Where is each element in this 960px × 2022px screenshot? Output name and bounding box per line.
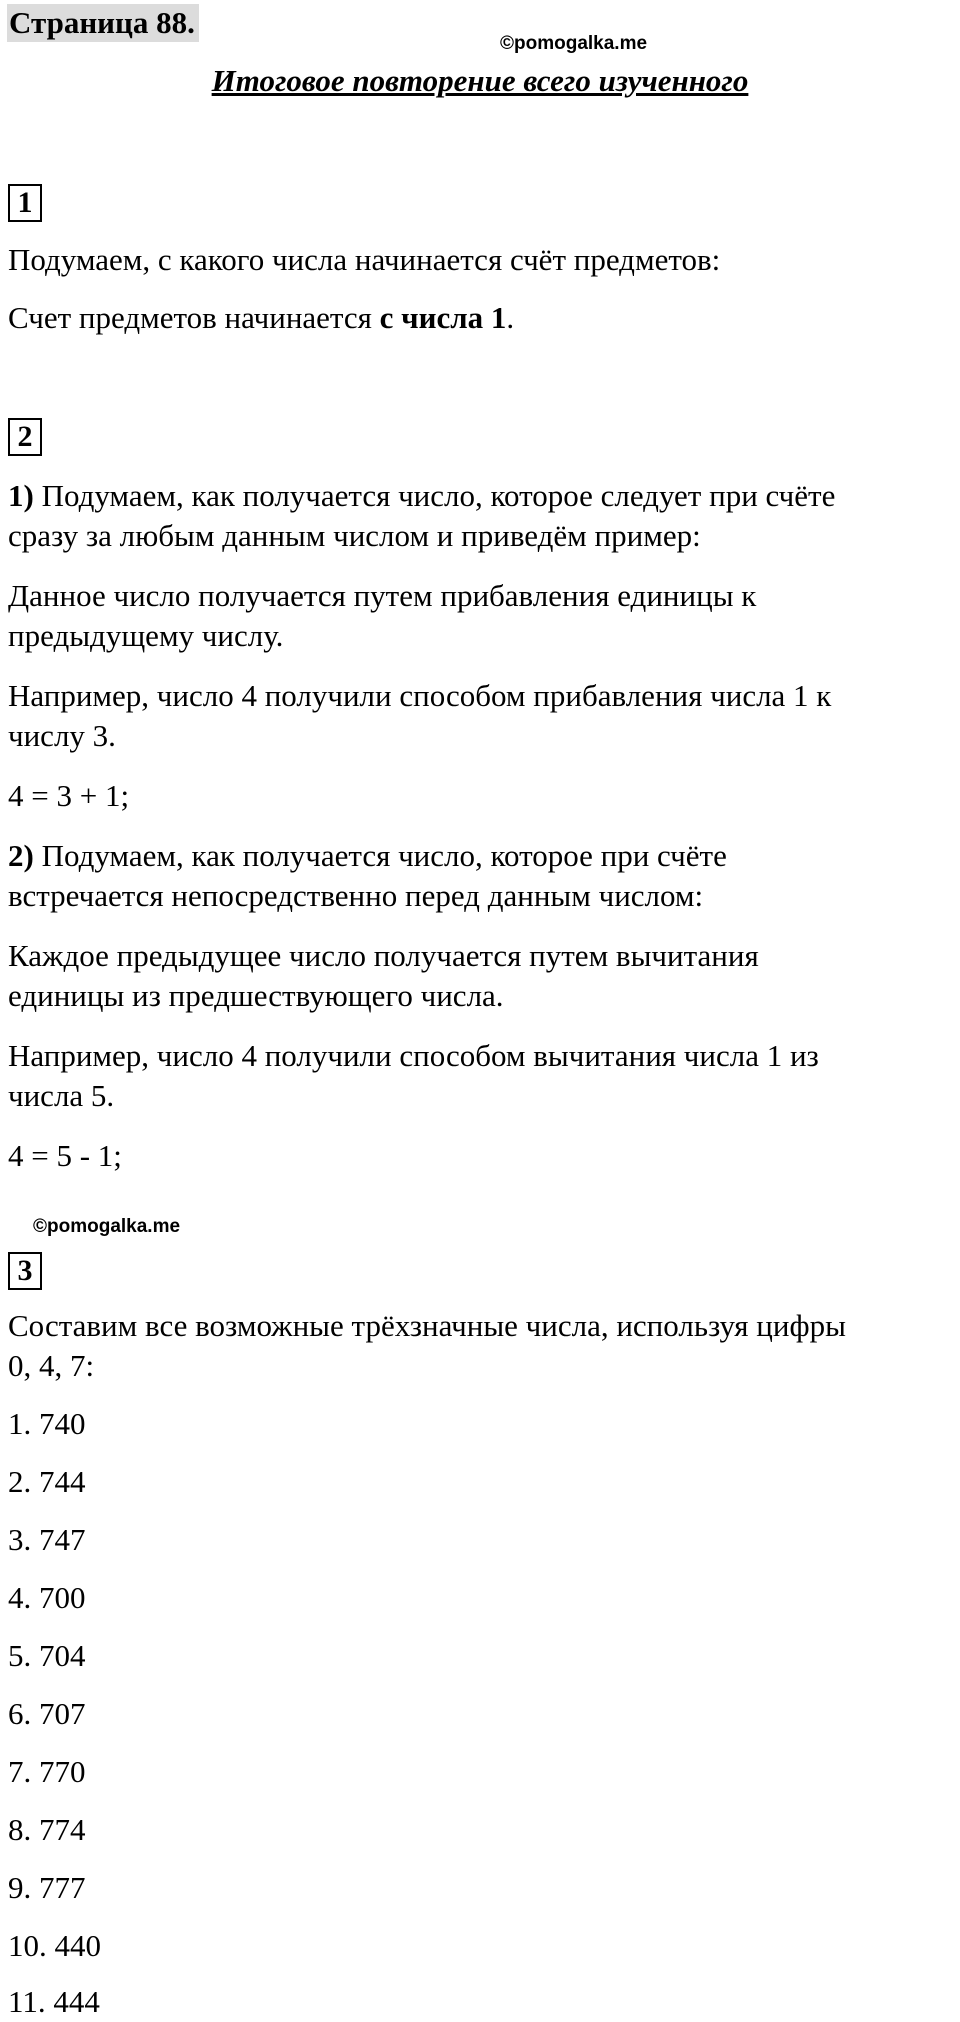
task-2-part1-marker: 1) [8, 478, 34, 513]
task-2-part1-line2: сразу за любым данным числом и приведём пример: [8, 518, 701, 553]
list-item: 11. 444 [8, 1984, 100, 2019]
task-1-answer-prefix: Счет предметов начинается [8, 300, 380, 335]
task-2-part2-marker: 2) [8, 838, 34, 873]
task-2-number: 2 [8, 418, 42, 456]
task-2-part2-example-line2: числа 5. [8, 1078, 115, 1113]
page-number-label: Страница 88. [7, 4, 199, 42]
task-2-part2-answer-line1: Каждое предыдущее число получается путем вычитания [8, 938, 759, 973]
task-2-part2-formula: 4 = 5 - 1; [8, 1138, 122, 1173]
task-1-answer-suffix: . [506, 300, 515, 335]
list-item: 2. 744 [8, 1464, 86, 1499]
task-2-part1-answer-line1: Данное число получается путем прибавления единицы к [8, 578, 757, 613]
task-2-part1-answer-line2: предыдущему числу. [8, 618, 284, 653]
task-2-part1-example-line2: числу 3. [8, 718, 116, 753]
list-item: 9. 777 [8, 1870, 86, 1905]
task-1-question: Подумаем, с какого числа начинается счёт предметов: [8, 242, 721, 277]
task-2-part1-text: Подумаем, как получается число, которое следует при счёте [33, 478, 836, 513]
list-item: 6. 707 [8, 1696, 86, 1731]
task-2-part1-line1 [8, 476, 952, 516]
task-2-part2-text: Подумаем, как получается число, которое при счёте [33, 838, 727, 873]
task-2-part2-answer-line2: единицы из предшествующего числа. [8, 978, 504, 1013]
task-3-intro-line2: 0, 4, 7: [8, 1348, 95, 1383]
task-2-part2-line1 [8, 836, 952, 876]
list-item: 4. 700 [8, 1580, 86, 1615]
list-item: 7. 770 [8, 1754, 86, 1789]
task-1-number: 1 [8, 184, 42, 222]
watermark: ©pomogalka.me [500, 33, 648, 54]
task-3-intro-line1: Составим все возможные трёхзначные числа, используя цифры [8, 1308, 846, 1343]
task-2-part2-line2: встречается непосредственно перед данным числом: [8, 878, 704, 913]
task-2-part2-example-line1: Например, число 4 получили способом вычитания числа 1 из [8, 1038, 819, 1073]
list-item: 1. 740 [8, 1406, 86, 1441]
task-2-part1-example-line1: Например, число 4 получили способом прибавления числа 1 к [8, 678, 832, 713]
task-2-part1-formula: 4 = 3 + 1; [8, 778, 130, 813]
list-item: 10. 440 [8, 1928, 101, 1963]
task-1-answer [8, 298, 952, 338]
watermark-2: ©pomogalka.me [33, 1216, 181, 1237]
page-title: Итоговое повторение всего изученного [211, 63, 749, 98]
list-item: 3. 747 [8, 1522, 86, 1557]
task-3-number: 3 [8, 1252, 42, 1290]
task-1-answer-bold: с числа 1 [379, 300, 507, 335]
list-item: 8. 774 [8, 1812, 86, 1847]
list-item: 5. 704 [8, 1638, 86, 1673]
